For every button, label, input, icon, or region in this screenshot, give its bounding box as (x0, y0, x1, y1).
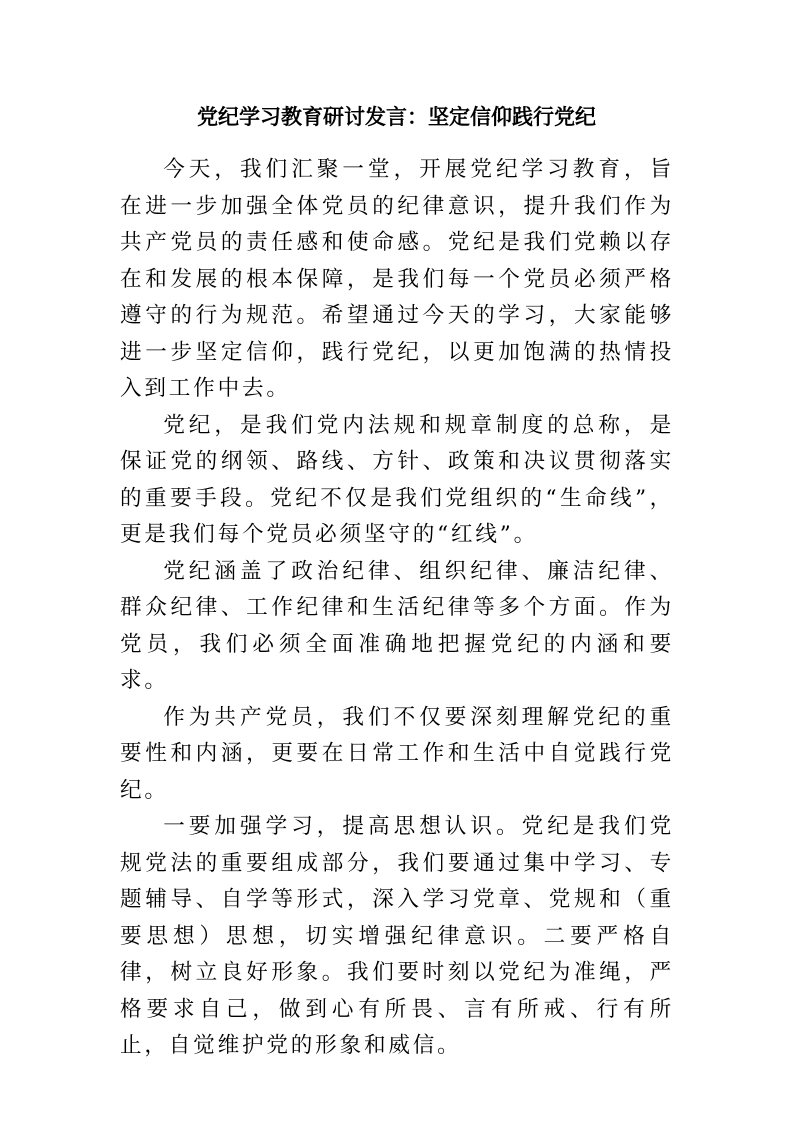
document-title: 党纪学习教育研讨发言：坚定信仰践行党纪 (197, 105, 596, 129)
paragraph: 党纪，是我们党内法规和规章制度的总称，是保证党的纲领、路线、方针、政策和决议贯彻落实的重要手段。党纪不仅是我们党组织的“生命线”，更是我们每个党员必须坚守的“红线”。 (120, 412, 674, 547)
paragraph: 今天，我们汇聚一堂，开展党纪学习教育，旨在进一步加强全体党员的纪律意识，提升我们作为共产党员的责任感和使命感。党纪是我们党赖以存在和发展的根本保障，是我们每一个党员必须严格遵守的行为规范。希望通过今天的学习，大家能够进一步坚定信仰，践行党纪，以更加饱满的热情投入到工作中去。 (120, 157, 674, 401)
paragraph: 党纪涵盖了政治纪律、组织纪律、廉洁纪律、群众纪律、工作纪律和生活纪律等多个方面。作为党员，我们必须全面准确地把握党纪的内涵和要求。 (120, 558, 674, 693)
document-body (120, 152, 674, 1065)
paragraph: 一要加强学习，提高思想认识。党纪是我们党规党法的重要组成部分，我们要通过集中学习、专题辅导、自学等形式，深入学习党章、党规和（重要思想）思想，切实增强纪律意识。二要严格自律，树立良好形象。我们要时刻以党纪为准绳，严格要求自己，做到心有所畏、言有所戒、行有所止，自觉维护党的形象和威信。 (120, 814, 674, 1058)
paragraph: 作为共产党员，我们不仅要深刻理解党纪的重要性和内涵，更要在日常工作和生活中自觉践行党纪。 (120, 704, 674, 803)
